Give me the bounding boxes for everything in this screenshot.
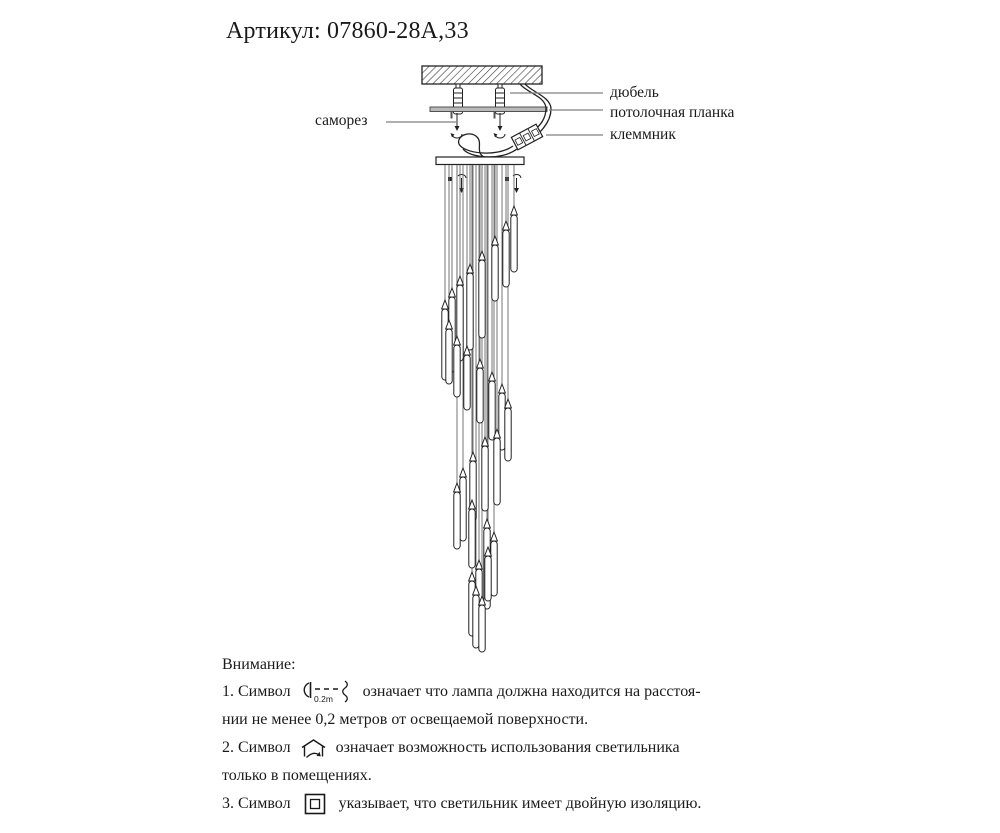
note-2-text: означает возможность использования светильника [335,739,680,756]
min-distance-value: 0.2m [313,694,333,704]
icicle-pendant [477,359,484,423]
note-3-text: указывает, что светильник имеет двойную изоляцию. [338,795,702,812]
terminal-block [511,124,542,150]
note-3-prefix: 3. Символ [222,795,291,812]
icicle-pendant [464,346,471,410]
double-insulation-icon [304,793,326,815]
label-planka: потолочная планка [610,104,735,121]
icicle-pendant [494,429,501,505]
note-3-line-1 [222,790,797,818]
note-1-line-2: нии не менее 0,2 метров от освещаемой поверхности. [222,711,589,728]
ceiling-slab [422,66,542,84]
note-2-line-2: только в помещениях. [222,767,372,784]
icicle-pendant [469,500,476,568]
note-1-text: означает что лампа должна находится на расстоя- [362,683,701,700]
icicle-pendant [511,206,518,272]
note-2-prefix: 2. Символ [222,739,291,756]
icicle-pendant [482,437,489,511]
label-klemmnik: клеммник [610,126,676,143]
icicle-pendant [492,236,499,301]
note-1-line-1 [222,678,797,706]
icicle-pendant [489,372,496,440]
icicle-pendant [454,483,461,549]
ceiling-plate [430,107,547,112]
screw-arrow-lower-right [505,174,521,193]
icicle-pendant [467,264,474,350]
screw-pin-left [451,112,453,119]
icicle-pendant [446,320,453,384]
indoor-use-house-icon [300,738,327,759]
label-dyubel: дюбель [610,84,659,101]
icicle-pendant [485,547,492,601]
page-title: Артикул: 07860-28А,33 [226,18,469,44]
notes-heading: Внимание: [222,656,296,673]
icicle-pendant [479,251,486,338]
screw-pin-right [494,112,496,119]
icicle-pendant [479,596,486,652]
icicle-pendant [503,221,510,287]
icicle-pendant [505,399,512,461]
notes-section [222,652,797,818]
note-1-prefix: 1. Символ [222,683,291,700]
min-distance-icon [300,678,354,706]
pendants-group [442,206,518,652]
canopy-plate [436,157,524,165]
note-2-line-1 [222,734,797,762]
icicle-pendant [454,336,461,397]
label-samorez: саморез [315,112,368,129]
